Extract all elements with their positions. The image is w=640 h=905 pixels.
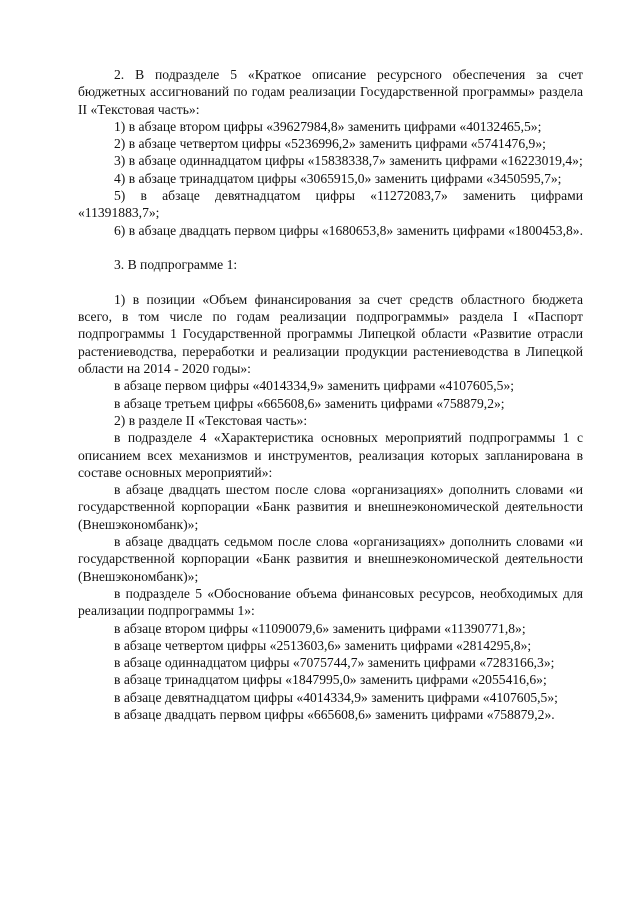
section-3-paragraph: в абзаце двадцать шестом после слова «организациях» дополнить словами «и государственной корпорации «Банк развития и внешнеэкономической деятельности (Внешэкономбанк)»; [78,482,583,532]
section-3-paragraph: в абзаце четвертом цифры «2513603,6» заменить цифрами «2814295,8»; [114,637,532,653]
section-2-item-4: 4) в абзаце тринадцатом цифры «3065915,0» заменить цифрами «3450595,7»; [114,170,562,186]
section-3-paragraph: 1) в позиции «Объем финансирования за счет средств областного бюджета всего, в том числе по годам реализации подпрограммы» раздела I «Паспорт подпрограммы 1 Государственной программы Липецкой области «Развитие отрасли растениеводства, переработки и реализации продукции растениеводства в Липецкой области на 2014 - 2020 годы»: [78,291,583,377]
section-3-paragraph: в абзаце тринадцатом цифры «1847995,0» заменить цифрами «2055416,6»; [114,672,547,688]
section-2-item-1: 1) в абзаце втором цифры «39627984,8» заменить цифрами «40132465,5»; [114,118,542,134]
section-3-paragraph: в абзаце втором цифры «11090079,6» заменить цифрами «11390771,8»; [114,620,526,636]
section-2-item-2: 2) в абзаце четвертом цифры «5236996,2» заменить цифрами «5741476,9»; [114,136,546,152]
section-3-paragraph: в абзаце двадцать седьмом после слова «организациях» дополнить словами «и государственной корпорации «Банк развития и внешнеэкономической деятельности (Внешэкономбанк)»; [78,534,583,584]
section-2-item-6: 6) в абзаце двадцать первом цифры «1680653,8» заменить цифрами «1800453,8». [114,222,583,238]
blank-line [78,239,583,256]
section-3-paragraph: в абзаце двадцать первом цифры «665608,6» заменить цифрами «758879,2». [114,706,555,722]
section-3-paragraph: в абзаце одиннадцатом цифры «7075744,7» заменить цифрами «7283166,3»; [114,655,555,671]
section-3-paragraph: 2) в разделе II «Текстовая часть»: [114,412,308,428]
document-page [78,66,583,723]
section-3-paragraph: в абзаце девятнадцатом цифры «4014334,9» заменить цифрами «4107605,5»; [114,689,558,705]
section-3-paragraph: в абзаце первом цифры «4014334,9» заменить цифрами «4107605,5»; [114,378,515,394]
section-3-paragraph: в абзаце третьем цифры «665608,6» заменить цифрами «758879,2»; [114,395,505,411]
section-3-heading: 3. В подпрограмме 1: [114,257,238,273]
section-3-paragraph: в подразделе 4 «Характеристика основных мероприятий подпрограммы 1 с описанием всех механизмов и инструментов, реализация которых запланирована в составе основных мероприятий»: [78,430,583,480]
section-2-heading: 2. В подразделе 5 «Краткое описание ресурсного обеспечения за счет бюджетных ассигнований по годам реализации Государственной программы» раздела II «Текстовая часть»: [78,67,583,117]
section-2-item-3: 3) в абзаце одиннадцатом цифры «15838338,7» заменить цифрами «16223019,4»; [114,153,583,169]
section-3-paragraph: в подразделе 5 «Обоснование объема финансовых ресурсов, необходимых для реализации подпрограммы 1»: [78,585,583,619]
section-2-item-5: 5) в абзаце девятнадцатом цифры «11272083,7» заменить цифрами «11391883,7»; [78,188,583,221]
blank-line [78,274,583,291]
